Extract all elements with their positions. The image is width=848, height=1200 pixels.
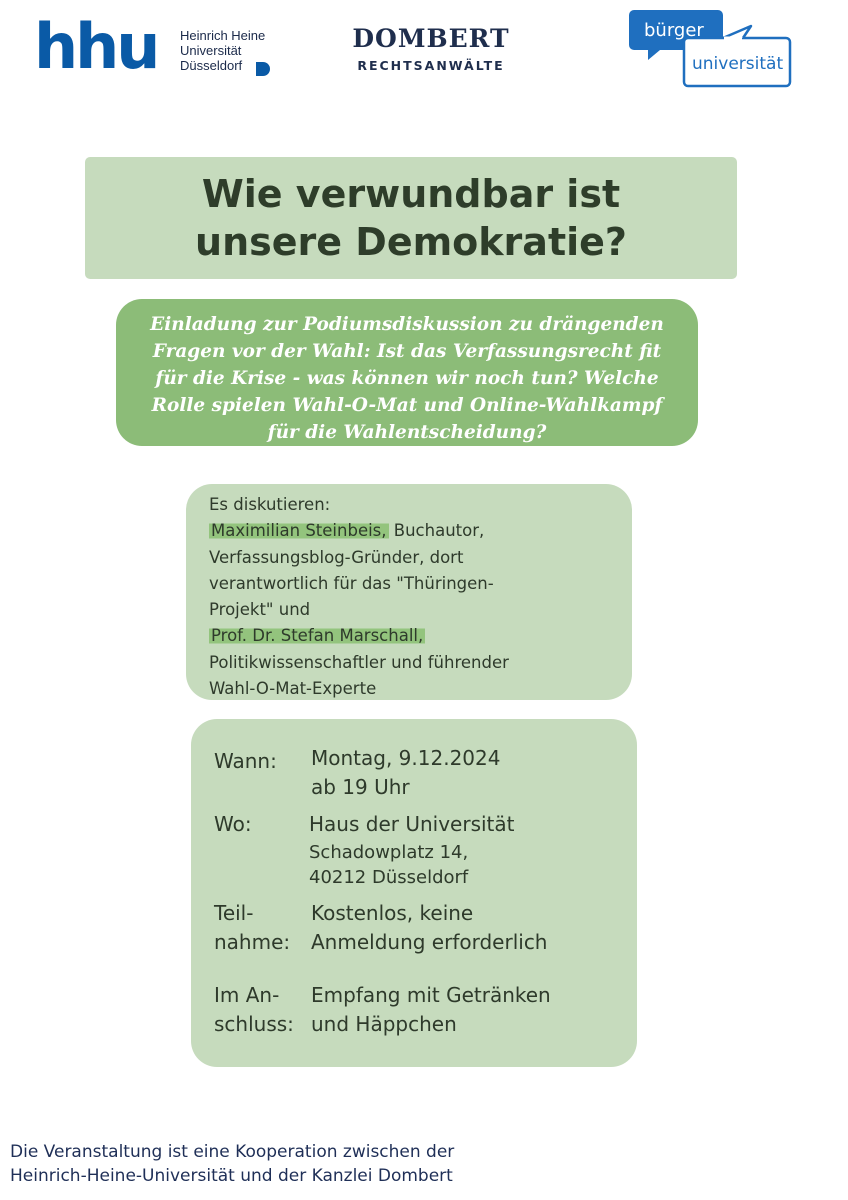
hhu-logo-square bbox=[256, 62, 270, 76]
when-value-time: ab 19 Uhr bbox=[311, 775, 410, 799]
where-label: Wo: bbox=[214, 812, 252, 836]
title-box bbox=[85, 157, 737, 279]
invitation-line: Rolle spielen Wahl-O-Mat und Online-Wahlkampf bbox=[151, 395, 663, 416]
invitation-line: Einladung zur Podiumsdiskussion zu drängenden bbox=[150, 314, 664, 335]
buerger-logo-top-text: bürger bbox=[644, 20, 704, 41]
invitation-line: für die Krise - was können wir noch tun? Welche bbox=[155, 368, 659, 389]
speech-bubble-tail bbox=[723, 26, 751, 38]
after-label-2: schluss: bbox=[214, 1012, 294, 1036]
speaker-1-role-line: verantwortlich für das "Thüringen- bbox=[209, 573, 494, 593]
speaker-2-role-line: Wahl-O-Mat-Experte bbox=[209, 679, 377, 699]
where-value-city: 40212 Düsseldorf bbox=[309, 867, 469, 888]
title-line: unsere Demokratie? bbox=[195, 220, 627, 264]
invitation-text bbox=[124, 311, 690, 446]
where-value-street: Schadowplatz 14, bbox=[309, 842, 469, 863]
panel-text bbox=[209, 492, 629, 702]
hhu-logo-mark: hhu bbox=[34, 10, 158, 83]
footer-text bbox=[10, 1140, 710, 1188]
details-box bbox=[191, 719, 637, 1067]
hhu-logo-line: Düsseldorf bbox=[180, 58, 243, 73]
hhu-logo-line: Universität bbox=[180, 43, 242, 58]
dombert-logo-name: DOMBERT bbox=[352, 24, 510, 53]
invitation-line: Fragen vor der Wahl: Ist das Verfassungsrecht fit bbox=[152, 341, 662, 362]
footer-line: Heinrich-Heine-Universität und der Kanzlei Dombert bbox=[10, 1166, 453, 1186]
after-label-1: Im An- bbox=[214, 983, 280, 1007]
title-line: Wie verwundbar ist bbox=[201, 172, 621, 216]
speaker-2-name: Prof. Dr. Stefan Marschall, bbox=[211, 626, 424, 646]
after-value-2: und Häppchen bbox=[311, 1012, 457, 1036]
panel-box bbox=[186, 484, 632, 700]
when-value-date: Montag, 9.12.2024 bbox=[311, 746, 501, 770]
invitation-line: für die Wahlentscheidung? bbox=[267, 422, 547, 443]
participation-label-2: nahme: bbox=[214, 930, 291, 954]
speaker-2-line bbox=[209, 623, 629, 649]
invitation-box bbox=[116, 299, 698, 446]
speaker-1-role-line: Verfassungsblog-Gründer, dort bbox=[209, 547, 464, 567]
after-value-1: Empfang mit Getränken bbox=[311, 983, 551, 1007]
participation-value-2: Anmeldung erforderlich bbox=[311, 930, 548, 954]
speaker-1-role: Buchautor, bbox=[393, 521, 485, 541]
speaker-1-role-line: Projekt" und bbox=[209, 600, 311, 620]
hhu-logo-text bbox=[180, 28, 265, 73]
where-value-venue: Haus der Universität bbox=[309, 812, 515, 836]
footer-line: Die Veranstaltung ist eine Kooperation zwischen der bbox=[10, 1142, 455, 1162]
dombert-logo-subtitle: RECHTSANWÄLTE bbox=[357, 58, 505, 73]
buergeruniversitaet-logo bbox=[628, 6, 798, 90]
panel-heading: Es diskutieren: bbox=[209, 495, 331, 514]
participation-label-1: Teil- bbox=[214, 901, 254, 925]
speaker-1-name: Maximilian Steinbeis, bbox=[211, 521, 387, 541]
hhu-logo-line: Heinrich Heine bbox=[180, 28, 266, 43]
buerger-logo-bottom-text: universität bbox=[692, 54, 784, 74]
page-title bbox=[85, 170, 737, 266]
when-label: Wann: bbox=[214, 749, 277, 773]
dombert-logo bbox=[336, 20, 526, 92]
participation-value-1: Kostenlos, keine bbox=[311, 901, 474, 925]
speaker-1-line bbox=[209, 518, 629, 544]
hhu-logo bbox=[34, 10, 274, 83]
speaker-2-role-line: Politikwissenschaftler und führender bbox=[209, 652, 509, 672]
